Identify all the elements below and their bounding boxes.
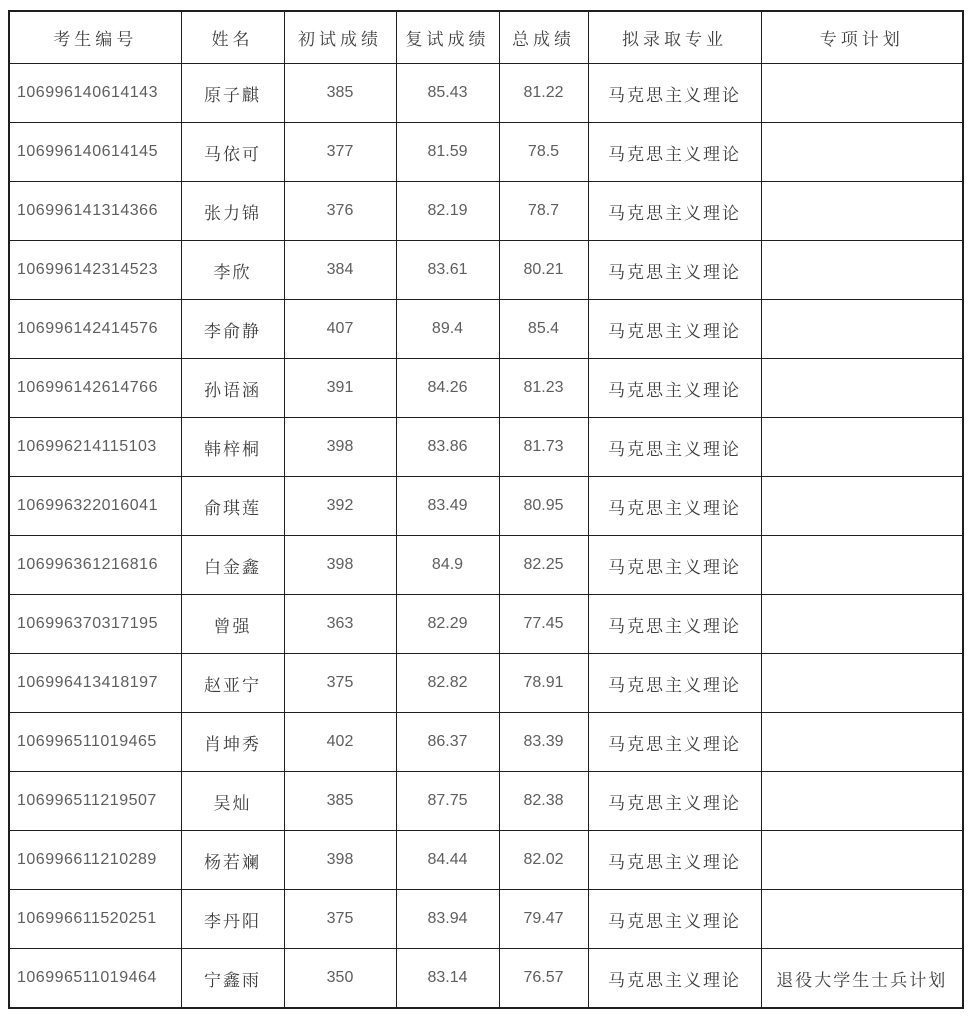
cell-major: 马克思主义理论 (588, 182, 761, 241)
table-row (9, 241, 963, 300)
cell-id: 106996611520251 (9, 890, 181, 949)
cell-name: 赵亚宁 (181, 654, 284, 713)
cell-name: 张力锦 (181, 182, 284, 241)
cell-major: 马克思主义理论 (588, 241, 761, 300)
column-header-initial: 初试成绩 (284, 11, 396, 64)
table-row (9, 123, 963, 182)
cell-initial: 385 (284, 772, 396, 831)
table-row (9, 300, 963, 359)
cell-id: 106996511219507 (9, 772, 181, 831)
cell-name: 马依可 (181, 123, 284, 182)
cell-id: 106996140614143 (9, 64, 181, 123)
cell-retest: 83.86 (396, 418, 499, 477)
cell-major: 马克思主义理论 (588, 64, 761, 123)
table-row (9, 772, 963, 831)
table-row (9, 890, 963, 949)
cell-retest: 81.59 (396, 123, 499, 182)
cell-major: 马克思主义理论 (588, 654, 761, 713)
cell-plan (761, 182, 963, 241)
table-row (9, 831, 963, 890)
cell-name: 原子麒 (181, 64, 284, 123)
cell-name: 李俞静 (181, 300, 284, 359)
cell-initial: 350 (284, 949, 396, 1009)
cell-total: 83.39 (499, 713, 588, 772)
cell-initial: 407 (284, 300, 396, 359)
cell-plan (761, 241, 963, 300)
cell-major: 马克思主义理论 (588, 536, 761, 595)
cell-plan (761, 713, 963, 772)
cell-retest: 83.14 (396, 949, 499, 1009)
cell-total: 82.25 (499, 536, 588, 595)
cell-id: 106996142614766 (9, 359, 181, 418)
cell-plan (761, 536, 963, 595)
cell-total: 82.02 (499, 831, 588, 890)
cell-plan (761, 890, 963, 949)
cell-retest: 84.44 (396, 831, 499, 890)
table-row (9, 64, 963, 123)
table-row (9, 359, 963, 418)
cell-plan (761, 123, 963, 182)
cell-retest: 83.61 (396, 241, 499, 300)
cell-retest: 83.49 (396, 477, 499, 536)
cell-total: 76.57 (499, 949, 588, 1009)
header-row (9, 11, 963, 64)
cell-retest: 82.29 (396, 595, 499, 654)
column-header-total: 总成绩 (499, 11, 588, 64)
cell-total: 85.4 (499, 300, 588, 359)
cell-id: 106996370317195 (9, 595, 181, 654)
cell-major: 马克思主义理论 (588, 949, 761, 1009)
cell-plan (761, 654, 963, 713)
column-header-name: 姓名 (181, 11, 284, 64)
cell-initial: 376 (284, 182, 396, 241)
cell-major: 马克思主义理论 (588, 359, 761, 418)
cell-id: 106996611210289 (9, 831, 181, 890)
cell-major: 马克思主义理论 (588, 890, 761, 949)
cell-initial: 398 (284, 536, 396, 595)
cell-initial: 375 (284, 890, 396, 949)
cell-id: 106996140614145 (9, 123, 181, 182)
table-row (9, 182, 963, 241)
cell-name: 李丹阳 (181, 890, 284, 949)
cell-id: 106996511019465 (9, 713, 181, 772)
cell-name: 韩梓桐 (181, 418, 284, 477)
cell-initial: 363 (284, 595, 396, 654)
cell-initial: 375 (284, 654, 396, 713)
cell-id: 106996142414576 (9, 300, 181, 359)
cell-total: 80.21 (499, 241, 588, 300)
cell-name: 吴灿 (181, 772, 284, 831)
cell-major: 马克思主义理论 (588, 418, 761, 477)
cell-total: 81.23 (499, 359, 588, 418)
column-header-plan: 专项计划 (761, 11, 963, 64)
cell-initial: 384 (284, 241, 396, 300)
cell-name: 俞琪莲 (181, 477, 284, 536)
cell-major: 马克思主义理论 (588, 772, 761, 831)
cell-total: 78.91 (499, 654, 588, 713)
cell-major: 马克思主义理论 (588, 595, 761, 654)
cell-plan (761, 595, 963, 654)
cell-retest: 89.4 (396, 300, 499, 359)
cell-major: 马克思主义理论 (588, 713, 761, 772)
cell-initial: 402 (284, 713, 396, 772)
cell-id: 106996142314523 (9, 241, 181, 300)
table-row (9, 713, 963, 772)
table-row (9, 595, 963, 654)
cell-plan: 退役大学生士兵计划 (761, 949, 963, 1009)
cell-name: 曾强 (181, 595, 284, 654)
cell-name: 宁鑫雨 (181, 949, 284, 1009)
cell-major: 马克思主义理论 (588, 300, 761, 359)
cell-plan (761, 359, 963, 418)
cell-plan (761, 772, 963, 831)
cell-total: 77.45 (499, 595, 588, 654)
cell-initial: 398 (284, 831, 396, 890)
cell-retest: 82.82 (396, 654, 499, 713)
cell-initial: 385 (284, 64, 396, 123)
cell-retest: 87.75 (396, 772, 499, 831)
cell-id: 106996322016041 (9, 477, 181, 536)
column-header-major: 拟录取专业 (588, 11, 761, 64)
cell-initial: 391 (284, 359, 396, 418)
admission-results-table (8, 10, 964, 1009)
cell-retest: 85.43 (396, 64, 499, 123)
table-row (9, 654, 963, 713)
cell-id: 106996214115103 (9, 418, 181, 477)
cell-initial: 377 (284, 123, 396, 182)
cell-retest: 84.26 (396, 359, 499, 418)
cell-name: 白金鑫 (181, 536, 284, 595)
cell-total: 81.73 (499, 418, 588, 477)
table-row (9, 949, 963, 1009)
cell-id: 106996413418197 (9, 654, 181, 713)
cell-plan (761, 831, 963, 890)
cell-total: 78.5 (499, 123, 588, 182)
cell-total: 82.38 (499, 772, 588, 831)
cell-id: 106996511019464 (9, 949, 181, 1009)
table-row (9, 418, 963, 477)
cell-retest: 84.9 (396, 536, 499, 595)
cell-id: 106996141314366 (9, 182, 181, 241)
cell-total: 79.47 (499, 890, 588, 949)
cell-total: 78.7 (499, 182, 588, 241)
cell-name: 孙语涵 (181, 359, 284, 418)
cell-major: 马克思主义理论 (588, 477, 761, 536)
cell-plan (761, 477, 963, 536)
table-row (9, 477, 963, 536)
cell-plan (761, 64, 963, 123)
cell-name: 李欣 (181, 241, 284, 300)
cell-total: 80.95 (499, 477, 588, 536)
cell-plan (761, 300, 963, 359)
cell-name: 杨若斓 (181, 831, 284, 890)
cell-major: 马克思主义理论 (588, 123, 761, 182)
cell-major: 马克思主义理论 (588, 831, 761, 890)
cell-initial: 392 (284, 477, 396, 536)
cell-total: 81.22 (499, 64, 588, 123)
cell-id: 106996361216816 (9, 536, 181, 595)
cell-retest: 82.19 (396, 182, 499, 241)
cell-name: 肖坤秀 (181, 713, 284, 772)
cell-retest: 86.37 (396, 713, 499, 772)
cell-plan (761, 418, 963, 477)
column-header-id: 考生编号 (9, 11, 181, 64)
table-body (9, 64, 963, 1009)
column-header-retest: 复试成绩 (396, 11, 499, 64)
table-row (9, 536, 963, 595)
cell-initial: 398 (284, 418, 396, 477)
cell-retest: 83.94 (396, 890, 499, 949)
